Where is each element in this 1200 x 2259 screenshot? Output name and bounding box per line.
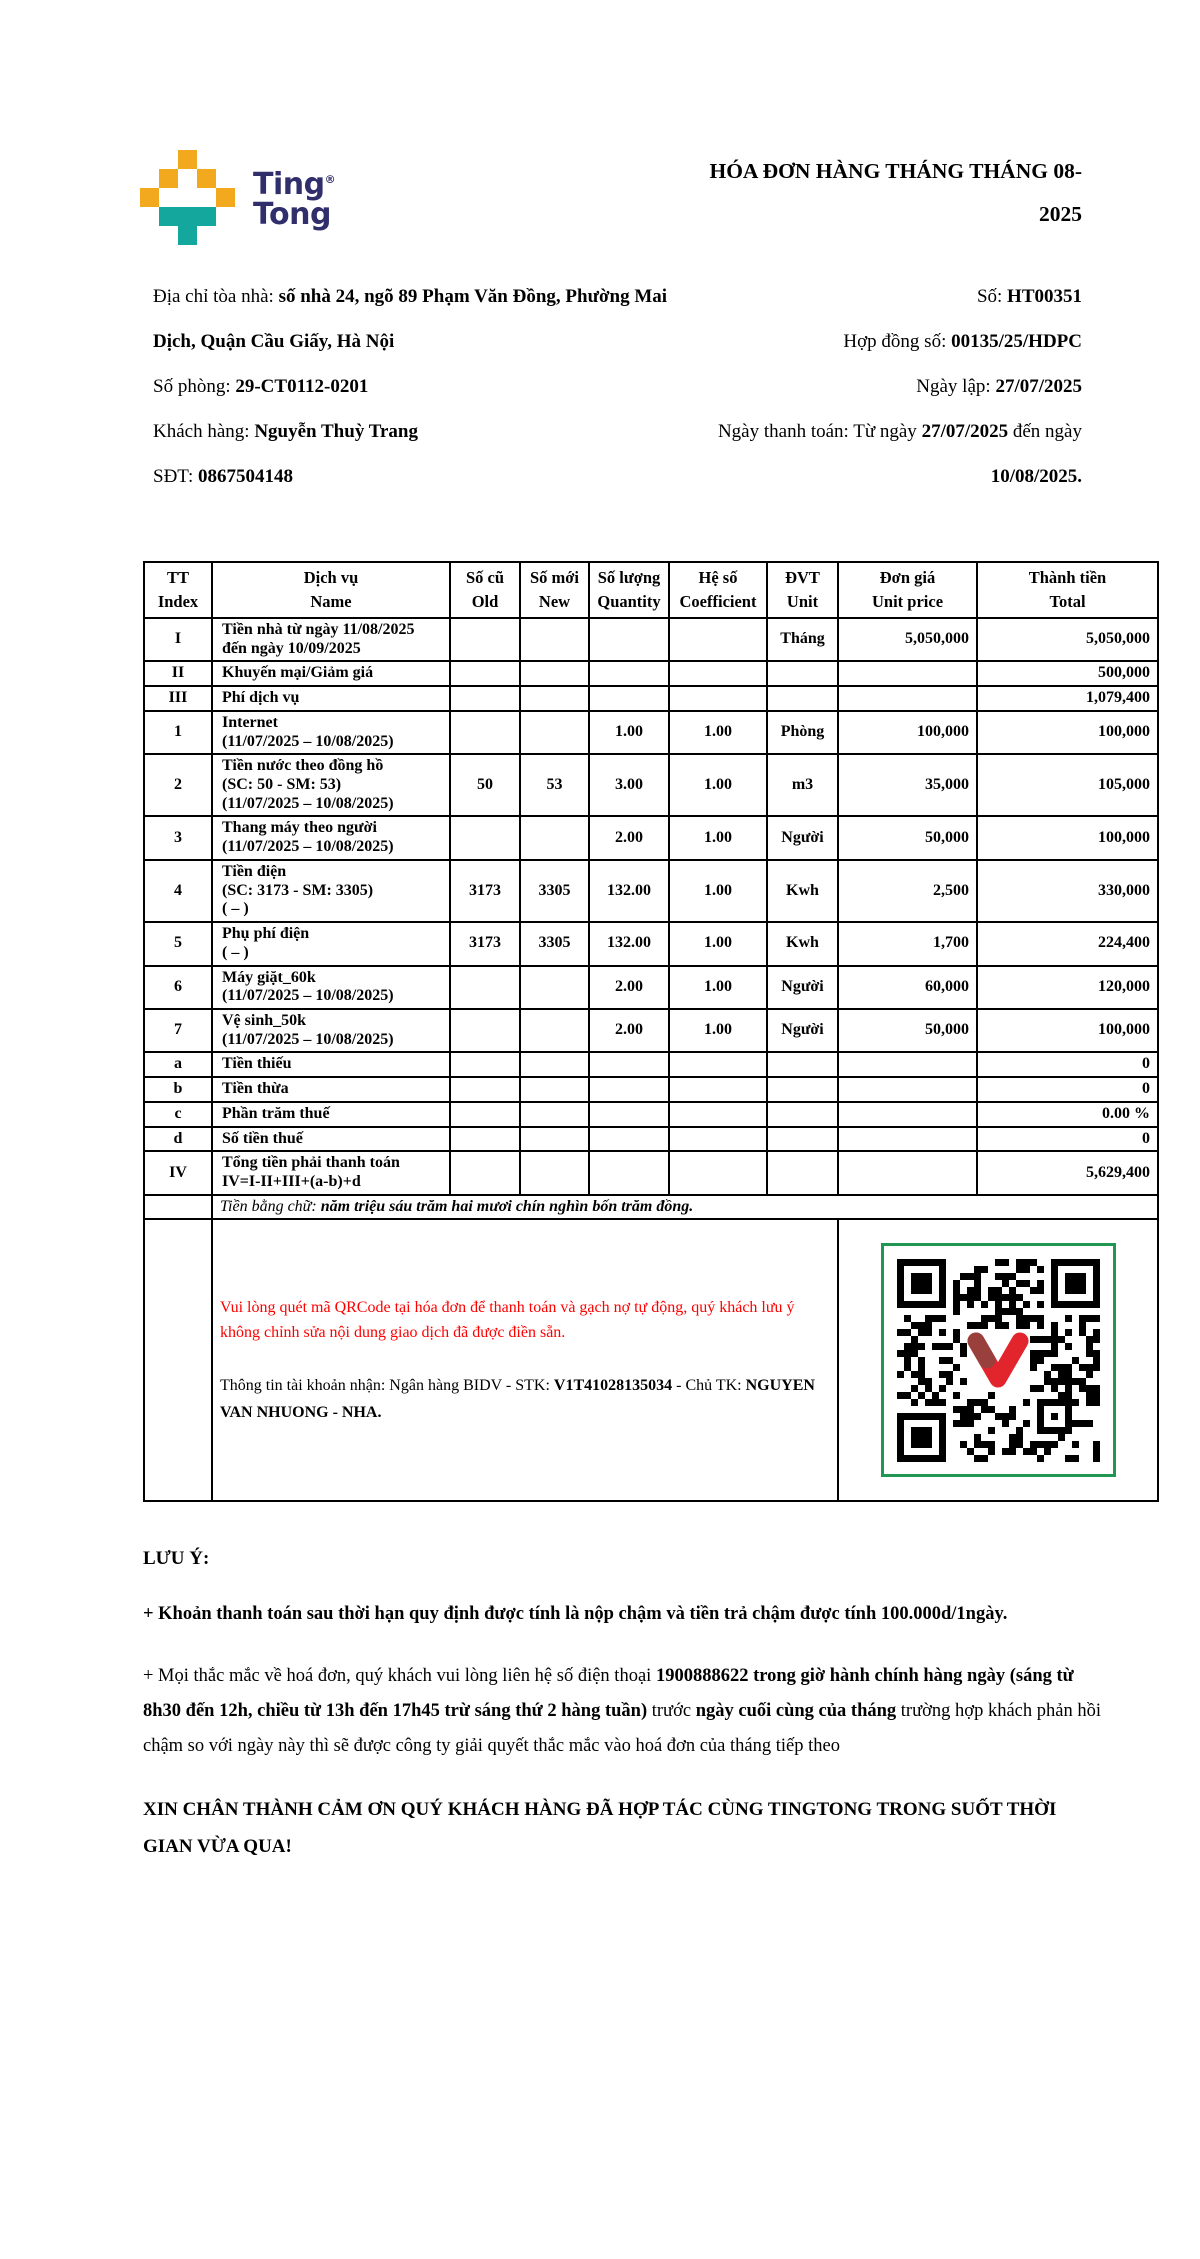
cell-coef: [669, 686, 767, 711]
cell-idx: 6: [144, 966, 212, 1009]
cell-total: 120,000: [977, 966, 1158, 1009]
thank-you-message: XIN CHÂN THÀNH CẢM ƠN QUÝ KHÁCH HÀNG ĐÃ HỢP TÁC CÙNG TINGTONG TRONG SUỐT THỜI GIAN VỪA QUA!: [143, 1799, 1057, 1858]
text-segment: V1T41028135034: [553, 1376, 673, 1394]
cell-name: Tiền thiếu: [212, 1052, 450, 1077]
table-row: [144, 922, 1158, 965]
notes-heading: LƯU Ý:: [143, 1548, 210, 1570]
cell-unit: [767, 1052, 838, 1077]
cell-new: 3305: [520, 860, 589, 922]
cell-unit: Kwh: [767, 922, 838, 965]
text-segment: ngày cuối cùng của tháng: [695, 1701, 897, 1722]
amount-in-words-cell: [212, 1195, 1158, 1220]
account-info: [220, 1372, 830, 1426]
cell-unit: Người: [767, 966, 838, 1009]
col-header-index: TT Index: [144, 562, 212, 618]
cell-coef: [669, 661, 767, 686]
invoice-title: [630, 150, 1082, 236]
col-header-total: Thành tiền Total: [977, 562, 1158, 618]
cell-total: 330,000: [977, 860, 1158, 922]
cell-name: Phần trăm thuế: [212, 1102, 450, 1127]
cell-idx: 4: [144, 860, 212, 922]
hotline-note: [143, 1659, 1110, 1764]
cell-total: 100,000: [977, 711, 1158, 754]
cell-coef: 1.00: [669, 754, 767, 816]
invoice-title-line2: 2025: [1039, 202, 1082, 226]
table-row: [144, 1052, 1158, 1077]
cell-total: 0: [977, 1077, 1158, 1102]
cell-price: [838, 1077, 977, 1102]
cell-new: [520, 1052, 589, 1077]
phone-value: 0867504148: [197, 466, 293, 487]
text-segment: - Chủ TK:: [672, 1376, 746, 1394]
cell-price: 35,000: [838, 754, 977, 816]
cell-qty: [589, 1102, 669, 1127]
col-header-name: Dịch vụ Name: [212, 562, 450, 618]
text-segment: trước: [647, 1701, 696, 1722]
cell-new: [520, 966, 589, 1009]
cell-old: [450, 1052, 520, 1077]
cell-old: [450, 618, 520, 661]
table-row: [144, 618, 1158, 661]
tingtong-logo: [140, 150, 335, 244]
cell-idx: 7: [144, 1009, 212, 1052]
header-row: [144, 562, 1158, 618]
cell-coef: [669, 1151, 767, 1194]
cell-idx: I: [144, 618, 212, 661]
cell-idx: 5: [144, 922, 212, 965]
cell-coef: 1.00: [669, 1009, 767, 1052]
cell-price: 5,050,000: [838, 618, 977, 661]
room-label: Số phòng:: [153, 376, 236, 397]
cell-new: 3305: [520, 922, 589, 965]
cell-new: [520, 1077, 589, 1102]
cell-old: [450, 966, 520, 1009]
table-row: [144, 816, 1158, 859]
cell-unit: m3: [767, 754, 838, 816]
customer-value: Nguyễn Thuỳ Trang: [254, 421, 418, 442]
invoice-table-body: [144, 618, 1158, 1195]
cell-price: [838, 1127, 977, 1152]
cell-total: 105,000: [977, 754, 1158, 816]
qr-row: [144, 1219, 1158, 1501]
cell-qty: [589, 1127, 669, 1152]
cell-idx: 3: [144, 816, 212, 859]
table-row: [144, 1077, 1158, 1102]
cell-name: Máy giặt_60k (11/07/2025 – 10/08/2025): [212, 966, 450, 1009]
col-header-unit: ĐVT Unit: [767, 562, 838, 618]
col-header-quantity: Số lượng Quantity: [589, 562, 669, 618]
cell-total: 5,050,000: [977, 618, 1158, 661]
cell-price: [838, 1151, 977, 1194]
tingtong-logo-icon: [140, 150, 236, 244]
cell-price: [838, 686, 977, 711]
amount-in-words-label: Tiền bằng chữ:: [220, 1197, 321, 1215]
cell-empty: [144, 1195, 212, 1220]
brand-line1: Ting: [253, 166, 325, 202]
col-header-new: Số mới New: [520, 562, 589, 618]
cell-idx: III: [144, 686, 212, 711]
building-address: [153, 274, 677, 364]
cell-old: [450, 1009, 520, 1052]
cell-old: [450, 686, 520, 711]
table-row: [144, 661, 1158, 686]
invoice-table-extra: [144, 1195, 1158, 1502]
room-number: [153, 364, 677, 409]
cell-old: 50: [450, 754, 520, 816]
cell-qty: [589, 686, 669, 711]
brand-line2: Tong: [253, 196, 331, 232]
cell-total: 100,000: [977, 816, 1158, 859]
cell-new: [520, 1102, 589, 1127]
cell-qty: 2.00: [589, 816, 669, 859]
cell-old: [450, 661, 520, 686]
cell-coef: [669, 1077, 767, 1102]
col-header-unit-price: Đơn giá Unit price: [838, 562, 977, 618]
customer-name: [153, 409, 677, 454]
amount-in-words-value: năm triệu sáu trăm hai mươi chín nghìn bốn trăm đồng.: [320, 1197, 694, 1215]
cell-qty: 1.00: [589, 711, 669, 754]
table-header: [144, 562, 1158, 618]
late-payment-note: + Khoản thanh toán sau thời hạn quy định được tính là nộp chậm và tiền trả chậm được tính 100.000d/1ngày.: [143, 1604, 1008, 1625]
footer-notes: [143, 1548, 1110, 1865]
table-row: [144, 686, 1158, 711]
payment-period-line1: Ngày thanh toán: Từ ngày 27/07/2025 đến ngày: [717, 421, 1082, 442]
cell-name: Phí dịch vụ: [212, 686, 450, 711]
cell-coef: [669, 1102, 767, 1127]
issue-date: Ngày lập: 27/07/2025: [916, 376, 1082, 397]
cell-qty: 132.00: [589, 922, 669, 965]
vietqr-v-icon: [965, 1330, 1031, 1390]
cell-qty: 2.00: [589, 966, 669, 1009]
table-row: [144, 1127, 1158, 1152]
cell-qty: [589, 1151, 669, 1194]
table-row: [144, 754, 1158, 816]
cell-unit: [767, 1102, 838, 1127]
cell-unit: Người: [767, 1009, 838, 1052]
cell-price: 50,000: [838, 1009, 977, 1052]
tingtong-logo-text: [253, 165, 335, 230]
cell-name: Khuyến mại/Giảm giá: [212, 661, 450, 686]
text-segment: + Mọi thắc mắc về hoá đơn, quý khách vui lòng liên hệ số điện thoại: [143, 1666, 656, 1687]
cell-qty: 2.00: [589, 1009, 669, 1052]
address-label: Địa chỉ tòa nhà:: [153, 286, 279, 307]
cell-total: 0: [977, 1052, 1158, 1077]
text-segment: trường hợp khách phản hồi chậm so với ngày này thì sẽ được công ty giải quyết thắc mắc vào hoá đơn của tháng tiếp theo: [143, 1701, 1101, 1757]
cell-old: [450, 816, 520, 859]
cell-coef: 1.00: [669, 860, 767, 922]
qr-code-cell: [838, 1219, 1158, 1501]
cell-idx: c: [144, 1102, 212, 1127]
cell-new: [520, 1151, 589, 1194]
table-row: [144, 711, 1158, 754]
cell-total: 0.00 %: [977, 1102, 1158, 1127]
cell-total: 1,079,400: [977, 686, 1158, 711]
cell-new: [520, 711, 589, 754]
room-value: 29-CT0112-0201: [235, 376, 369, 397]
cell-new: [520, 686, 589, 711]
registered-mark: ®: [324, 172, 336, 186]
cell-total: 5,629,400: [977, 1151, 1158, 1194]
cell-price: 2,500: [838, 860, 977, 922]
payment-period-line2: 10/08/2025.: [990, 466, 1082, 487]
amount-in-words-row: [144, 1195, 1158, 1220]
invoice-info: [153, 274, 1082, 499]
cell-idx: d: [144, 1127, 212, 1152]
cell-old: [450, 1102, 520, 1127]
cell-new: [520, 1009, 589, 1052]
contract-number: Hợp đồng số: 00135/25/HDPC: [843, 331, 1082, 352]
cell-price: [838, 1102, 977, 1127]
cell-idx: 1: [144, 711, 212, 754]
cell-price: 100,000: [838, 711, 977, 754]
cell-coef: 1.00: [669, 966, 767, 1009]
cell-total: 224,400: [977, 922, 1158, 965]
cell-old: [450, 711, 520, 754]
cell-qty: [589, 1077, 669, 1102]
cell-price: [838, 1052, 977, 1077]
table-row: [144, 1102, 1158, 1127]
cell-qty: [589, 618, 669, 661]
cell-name: Thang máy theo người (11/07/2025 – 10/08/2025): [212, 816, 450, 859]
cell-empty: [144, 1219, 212, 1501]
cell-coef: [669, 1052, 767, 1077]
invoice-number: Số: HT00351: [976, 286, 1082, 307]
cell-unit: Kwh: [767, 860, 838, 922]
cell-qty: 132.00: [589, 860, 669, 922]
customer-phone: [153, 454, 677, 499]
header: [0, 0, 1200, 244]
cell-name: Tiền điện (SC: 3173 - SM: 3305) ( – ): [212, 860, 450, 922]
cell-unit: [767, 1151, 838, 1194]
cell-new: [520, 618, 589, 661]
phone-label: SĐT:: [153, 466, 198, 487]
cell-name: Tổng tiền phải thanh toán IV=I-II+III+(a-b)+d: [212, 1151, 450, 1194]
cell-name: Internet (11/07/2025 – 10/08/2025): [212, 711, 450, 754]
col-header-coefficient: Hệ số Coefficient: [669, 562, 767, 618]
cell-name: Vệ sinh_50k (11/07/2025 – 10/08/2025): [212, 1009, 450, 1052]
cell-old: 3173: [450, 922, 520, 965]
cell-old: [450, 1151, 520, 1194]
cell-idx: a: [144, 1052, 212, 1077]
cell-old: [450, 1077, 520, 1102]
cell-old: 3173: [450, 860, 520, 922]
cell-new: [520, 661, 589, 686]
info-left-column: [153, 274, 677, 499]
cell-name: Tiền thừa: [212, 1077, 450, 1102]
cell-unit: [767, 1077, 838, 1102]
cell-name: Tiền nước theo đồng hồ (SC: 50 - SM: 53) (11/07/2025 – 10/08/2025): [212, 754, 450, 816]
address-value: số nhà 24, ngõ 89 Phạm Văn Đồng, Phường Mai Dịch, Quận Cầu Giấy, Hà Nội: [153, 286, 668, 352]
text-segment: NGUYEN VAN NHUONG - NHA.: [220, 1376, 815, 1421]
cell-qty: [589, 661, 669, 686]
cell-idx: b: [144, 1077, 212, 1102]
cell-price: 60,000: [838, 966, 977, 1009]
cell-coef: 1.00: [669, 922, 767, 965]
text-segment: Thông tin tài khoản nhận: Ngân hàng BIDV - STK:: [220, 1376, 554, 1394]
cell-unit: [767, 686, 838, 711]
cell-idx: 2: [144, 754, 212, 816]
qr-payment-notice: Vui lòng quét mã QRCode tại hóa đơn để thanh toán và gạch nợ tự động, quý khách lưu ý không chỉnh sửa nội dung giao dịch đã được điền sẵn.: [220, 1298, 795, 1341]
payment-instructions-cell: [212, 1219, 838, 1501]
cell-coef: [669, 1127, 767, 1152]
cell-name: Tiền nhà từ ngày 11/08/2025 đến ngày 10/09/2025: [212, 618, 450, 661]
cell-price: [838, 661, 977, 686]
cell-unit: [767, 1127, 838, 1152]
cell-price: 50,000: [838, 816, 977, 859]
cell-price: 1,700: [838, 922, 977, 965]
cell-name: Phụ phí điện ( – ): [212, 922, 450, 965]
invoice-table: [143, 561, 1159, 1502]
cell-coef: 1.00: [669, 711, 767, 754]
cell-name: Số tiền thuế: [212, 1127, 450, 1152]
cell-qty: 3.00: [589, 754, 669, 816]
cell-idx: IV: [144, 1151, 212, 1194]
cell-unit: Người: [767, 816, 838, 859]
cell-unit: [767, 661, 838, 686]
table-row: [144, 966, 1158, 1009]
cell-new: [520, 816, 589, 859]
cell-old: [450, 1127, 520, 1152]
text-segment: 1900888622 trong giờ hành chính hàng ngày (sáng từ 8h30 đến 12h, chiều từ 13h đến 17h45 trừ sáng thứ 2 hàng tuần): [143, 1666, 1074, 1722]
table-row: [144, 860, 1158, 922]
invoice-title-line1: HÓA ĐƠN HÀNG THÁNG THÁNG 08-: [709, 159, 1082, 183]
cell-coef: 1.00: [669, 816, 767, 859]
qr-code: [881, 1243, 1116, 1477]
table-row: [144, 1151, 1158, 1194]
cell-total: 0: [977, 1127, 1158, 1152]
cell-idx: II: [144, 661, 212, 686]
customer-label: Khách hàng:: [153, 421, 255, 442]
cell-new: 53: [520, 754, 589, 816]
cell-coef: [669, 618, 767, 661]
cell-total: 100,000: [977, 1009, 1158, 1052]
info-right-column: [677, 274, 1082, 499]
cell-total: 500,000: [977, 661, 1158, 686]
cell-qty: [589, 1052, 669, 1077]
cell-unit: Tháng: [767, 618, 838, 661]
cell-unit: Phòng: [767, 711, 838, 754]
cell-new: [520, 1127, 589, 1152]
table-row: [144, 1009, 1158, 1052]
col-header-old: Số cũ Old: [450, 562, 520, 618]
